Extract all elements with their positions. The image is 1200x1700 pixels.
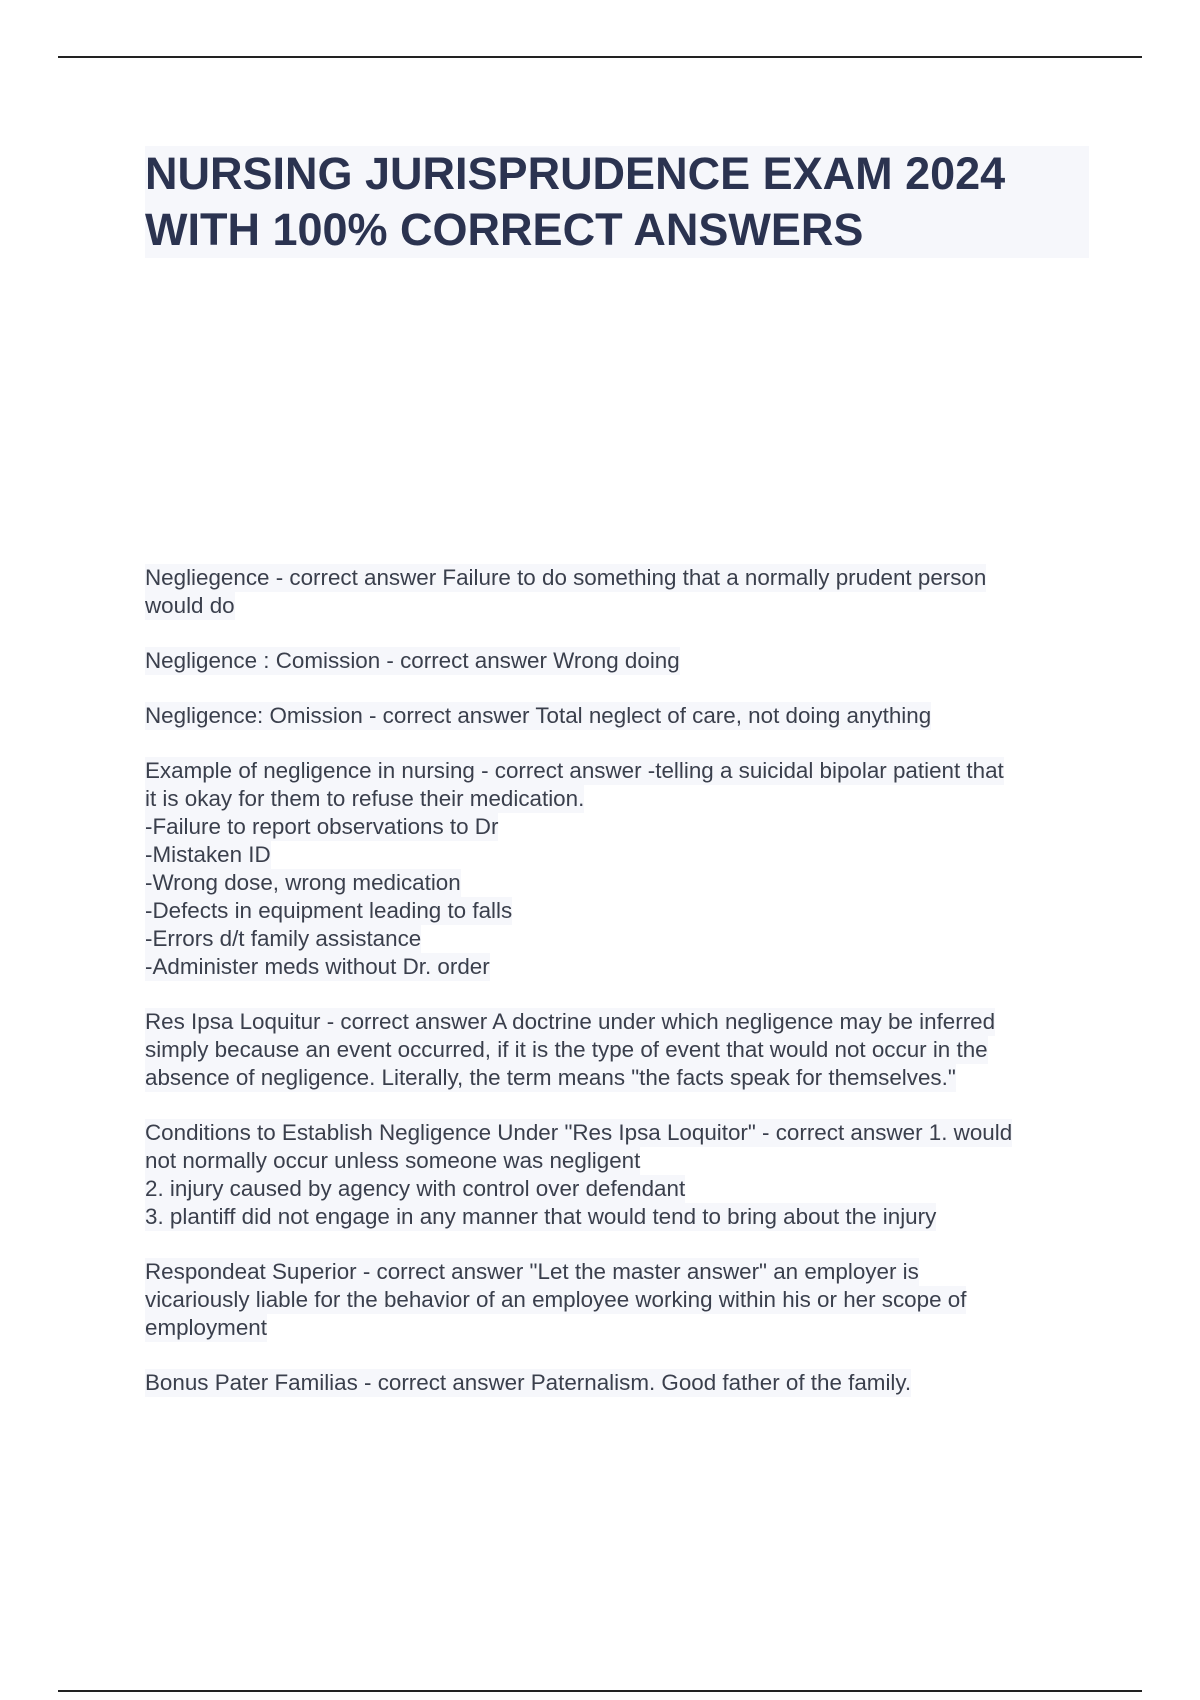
qa-entry-res-ipsa-loquitur	[145, 1008, 1095, 1092]
qa-entry-conditions	[145, 1119, 1095, 1231]
entry-line: -Mistaken ID	[145, 842, 271, 867]
entry-line: would do	[145, 593, 235, 618]
entry-line: simply because an event occurred, if it is the type of event that would not occur in the	[145, 1037, 988, 1062]
qa-entry-respondeat-superior	[145, 1258, 1095, 1342]
qa-entry-negligence-example	[145, 757, 1095, 981]
qa-list	[145, 564, 1095, 1424]
entry-line: 3. plantiff did not engage in any manner that would tend to bring about the injury	[145, 1204, 937, 1229]
title-line-2: WITH 100% CORRECT ANSWERS	[145, 204, 864, 255]
entry-line: Bonus Pater Familias - correct answer Paternalism. Good father of the family.	[145, 1370, 912, 1395]
entry-line: -Wrong dose, wrong medication	[145, 870, 461, 895]
entry-line: Negligence: Omission - correct answer Total neglect of care, not doing anything	[145, 703, 932, 728]
document-title	[145, 146, 1089, 258]
entry-line: 2. injury caused by agency with control over defendant	[145, 1176, 686, 1201]
bottom-rule	[58, 1690, 1142, 1692]
entry-line: vicariously liable for the behavior of an employee working within his or her scope of	[145, 1287, 967, 1312]
entry-line: Conditions to Establish Negligence Under "Res Ipsa Loquitor" - correct answer 1. would	[145, 1120, 1013, 1145]
qa-entry-negligence-omission	[145, 702, 1095, 730]
entry-line: -Failure to report observations to Dr	[145, 814, 499, 839]
entry-line: it is okay for them to refuse their medication.	[145, 786, 585, 811]
top-rule	[58, 56, 1142, 58]
qa-entry-negligence-comission	[145, 647, 1095, 675]
entry-line: Respondeat Superior - correct answer "Let the master answer" an employer is	[145, 1259, 919, 1284]
entry-line: -Errors d/t family assistance	[145, 926, 422, 951]
entry-line: -Administer meds without Dr. order	[145, 954, 490, 979]
qa-entry-bonus-pater-familias	[145, 1369, 1095, 1397]
entry-line: absence of negligence. Literally, the term means "the facts speak for themselves."	[145, 1065, 956, 1090]
entry-line: -Defects in equipment leading to falls	[145, 898, 513, 923]
entry-line: not normally occur unless someone was negligent	[145, 1148, 641, 1173]
qa-entry-negliegence	[145, 564, 1095, 620]
entry-line: Res Ipsa Loquitur - correct answer A doctrine under which negligence may be inferred	[145, 1009, 996, 1034]
entry-line: Example of negligence in nursing - correct answer -telling a suicidal bipolar patient that	[145, 758, 1004, 783]
title-line-1: NURSING JURISPRUDENCE EXAM 2024	[145, 148, 1006, 199]
entry-line: Negliegence - correct answer Failure to do something that a normally prudent person	[145, 565, 987, 590]
entry-line: employment	[145, 1315, 267, 1340]
entry-line: Negligence : Comission - correct answer Wrong doing	[145, 648, 680, 673]
